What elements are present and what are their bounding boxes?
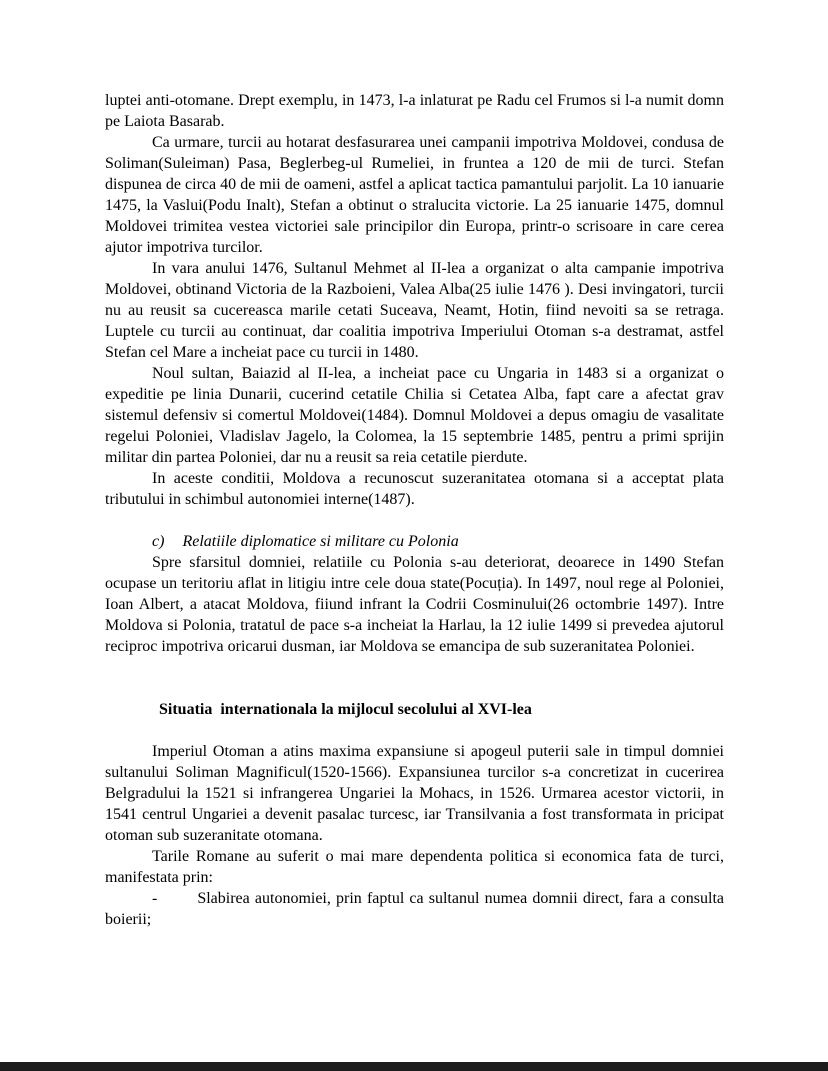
bullet-text: Slabirea autonomiei, prin faptul ca sultanul numea domnii direct, fara a consulta boierii; <box>105 890 724 928</box>
paragraph-anti-ottoman-continuation: luptei anti-otomane. Drept exemplu, in 1473, l-a inlaturat pe Radu cel Frumos si l-a numit domn pe Laiota Basarab. <box>105 92 724 130</box>
paragraph-campaign-1475: Ca urmare, turcii au hotarat desfasurarea unei campanii impotriva Moldovei, condusa de Soliman(Suleiman) Pasa, Beglerbeg-ul Rumeliei, in fruntea a 120 de mii de turci. Stefan dispunea de circa 40 de mii de oameni, astfel a aplicat tactica pamantului parjolit. La 10 ianuarie 1475, la Vaslui(Podu Inalt), Stefan a obtinut o stralucita victorie. La 25 ianuarie 1475, domnul Moldovei trimitea vestea victoriei sale principilor din Europa, printr-o scrisoare in care cerea ajutor impotriva turcilor. <box>105 134 724 256</box>
paragraph-baiazid: Noul sultan, Baiazid al II-lea, a incheiat pace cu Ungaria in 1483 si a organizat o expeditie pe linia Dunarii, cucerind cetatile Chilia si Cetatea Alba, fapt care a afectat grav sistemul defensiv si comertul Moldovei(1484). Domnul Moldovei a depus omagiu de vasalitate regelui Poloniei, Vladislav Jagelo, la Colomea, la 15 septembrie 1485, pentru a primi sprijin militar din partea Poloniei, dar nu a reusit sa reia cetatile pierdute. <box>105 365 724 466</box>
heading-label: Relatiile diplomatice si militare cu Polonia <box>182 533 459 550</box>
paragraph-suzeranity-1487: In aceste conditii, Moldova a recunoscut suzeranitatea otomana si a acceptat plata tributului in schimbul autonomiei interne(1487). <box>105 470 724 508</box>
paragraph-ottoman-expansion: Imperiul Otoman a atins maxima expansiune si apogeul puterii sale in timpul domniei sultanului Soliman Magnificul(1520-1566). Expansiunea turcilor s-a concretizat in cucerirea Belgradului la 1521 si infrangerea Ungariei la Mohacs, in 1526. Urmarea acestor victorii, in 1541 centrul Ungariei a devenit pasalac turcesc, iar Transilvania a fost transformata in pricipat otoman sub suzeranitate otomana. <box>105 743 724 844</box>
section-heading-international-situation: Situatia internationala la mijlocul secolului al XVI-lea <box>159 701 532 718</box>
section-heading-poland-relations <box>105 531 724 552</box>
paragraph-poland-relations: Spre sfarsitul domniei, relatiile cu Polonia s-au deteriorat, deoarece in 1490 Stefan ocupase un teritoriu aflat in litigiu intre cele doua state(Pocuția). In 1497, noul rege al Poloniei, Ioan Albert, a atacat Moldova, fiiund infrant la Codrii Cosminului(26 octombrie 1497). Intre Moldova si Polonia, tratatul de pace s-a incheiat la Harlau, la 12 iulie 1499 si prevedea ajutorul reciproc impotriva oricarui dusman, iar Moldova se emancipa de sub suzeranitatea Poloniei. <box>105 554 724 655</box>
paragraph-campaign-1476: In vara anului 1476, Sultanul Mehmet al II-lea a organizat o alta campanie impotriva Moldovei, obtinand Victoria de la Razboieni, Valea Alba(25 iulie 1476 ). Desi invingatori, turcii nu au reusit sa cucereasca marile cetati Suceava, Neamt, Hotin, fiind nevoiti sa se retraga. Luptele cu turcii au continuat, dar coalitia impotriva Imperiului Otoman s-a destramat, astfel Stefan cel Mare a incheiat pace cu turcii in 1480. <box>105 260 724 361</box>
page-bottom-edge <box>0 1062 828 1071</box>
bullet-dash: - <box>152 890 158 907</box>
heading-letter: c) <box>152 533 165 550</box>
bullet-item-autonomy <box>105 888 724 930</box>
paragraph-romanian-countries: Tarile Romane au suferit o mai mare dependenta politica si economica fata de turci, manifestata prin: <box>105 848 724 886</box>
